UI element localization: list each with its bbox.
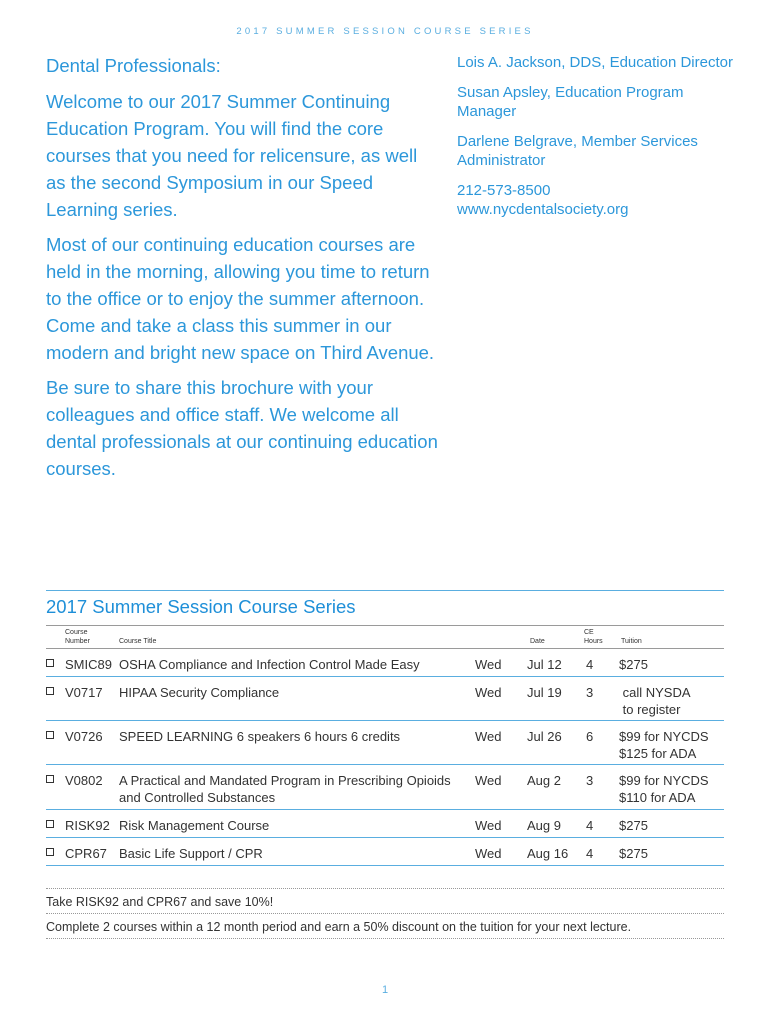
table-row (46, 721, 724, 765)
header-course-number: Number (65, 638, 90, 645)
course-day: Wed (475, 773, 502, 788)
course-day: Wed (475, 685, 502, 700)
tuition-line: call NYSDA (619, 685, 691, 700)
discount-note: Take RISK92 and CPR67 and save 10%! (46, 888, 724, 913)
intro-paragraph: Most of our continuing education courses are held in the morning, allowing you time to return to the office or to enjoy the summer afternoon. Come and take a class this summer in our modern and bright new space on Third Avenue. (46, 234, 435, 363)
header-tuition: Tuition (621, 638, 642, 645)
course-ce-hours: 3 (586, 773, 594, 788)
select-checkbox[interactable] (46, 659, 54, 667)
course-tuition (619, 684, 691, 718)
tuition-line: $125 for ADA (619, 746, 697, 761)
table-header (46, 626, 724, 649)
course-day: Wed (475, 818, 502, 833)
tuition-line: $110 for ADA (619, 790, 696, 805)
course-tuition: $275 (619, 846, 648, 861)
table-row (46, 677, 724, 721)
course-ce-hours: 3 (586, 685, 594, 700)
header-date: Date (530, 638, 545, 645)
course-date: Aug 16 (527, 846, 569, 861)
course-title: HIPAA Security Compliance (119, 685, 280, 700)
course-title: SPEED LEARNING 6 speakers 6 hours 6 credits (119, 729, 401, 744)
course-ce-hours: 4 (586, 657, 594, 672)
course-title: OSHA Compliance and Infection Control Made Easy (119, 657, 420, 672)
select-checkbox[interactable] (46, 848, 54, 856)
staff-contacts (457, 53, 737, 230)
header-ce-hours: CE (584, 629, 594, 636)
header-course-title: Course Title (119, 638, 157, 645)
course-tuition: $275 (619, 657, 648, 672)
select-checkbox[interactable] (46, 820, 54, 828)
select-checkbox[interactable] (46, 731, 54, 739)
welcome-letter (46, 52, 441, 490)
discount-note: Complete 2 courses within a 12 month period and earn a 50% discount on the tuition for your next lecture. (46, 913, 724, 939)
table-row (46, 765, 724, 810)
course-ce-hours: 4 (586, 846, 594, 861)
course-number: RISK92 (65, 818, 110, 833)
course-tuition (619, 728, 709, 762)
phone-number: 212-573-8500 (457, 181, 551, 199)
course-number: V0726 (65, 729, 103, 744)
course-day: Wed (475, 729, 502, 744)
select-checkbox[interactable] (46, 687, 54, 695)
course-title: Risk Management Course (119, 818, 270, 833)
select-checkbox[interactable] (46, 775, 54, 783)
course-title: Basic Life Support / CPR (119, 846, 263, 861)
course-date: Jul 12 (527, 657, 562, 672)
contact-person: Lois A. Jackson, DDS, Education Director (457, 54, 733, 71)
section-kicker: 2017 SUMMER SESSION COURSE SERIES (236, 26, 534, 37)
header-ce-hours: Hours (584, 638, 603, 645)
course-date: Aug 9 (527, 818, 561, 833)
course-number: V0717 (65, 685, 103, 700)
tuition-line: $99 for NYCDS (619, 729, 709, 744)
course-number: CPR67 (65, 846, 107, 861)
table-row (46, 838, 724, 866)
contact-person: Darlene Belgrave, Member Services Administrator (457, 132, 698, 169)
course-ce-hours: 6 (586, 729, 594, 744)
greeting: Dental Professionals: (46, 55, 221, 76)
course-date: Aug 2 (527, 773, 561, 788)
course-number: SMIC89 (65, 657, 112, 672)
course-ce-hours: 4 (586, 818, 594, 833)
course-table (46, 625, 724, 866)
discount-notes (46, 888, 724, 939)
course-date: Jul 19 (527, 685, 562, 700)
tuition-line: to register (619, 702, 681, 717)
website-link[interactable]: www.nycdentalsociety.org (457, 201, 629, 218)
table-row (46, 649, 724, 677)
intro-paragraph: Welcome to our 2017 Summer Continuing Education Program. You will find the core courses that you need for relicensure, as well as the second Symposium in our Speed Learning series. (46, 91, 418, 220)
schedule-title: 2017 Summer Session Course Series (46, 590, 724, 618)
course-tuition (619, 772, 709, 806)
table-row (46, 810, 724, 838)
course-day: Wed (475, 846, 502, 861)
tuition-line: $99 for NYCDS (619, 773, 709, 788)
contact-person: Susan Apsley, Education Program Manager (457, 83, 684, 120)
course-tuition: $275 (619, 818, 648, 833)
header-course-number: Course (65, 629, 88, 636)
course-title: A Practical and Mandated Program in Prescribing Opioids and Controlled Substances (119, 773, 451, 805)
intro-paragraph: Be sure to share this brochure with your colleagues and office staff. We welcome all dental professionals at our continuing education courses. (46, 377, 438, 479)
course-number: V0802 (65, 773, 103, 788)
course-day: Wed (475, 657, 502, 672)
course-date: Jul 26 (527, 729, 562, 744)
page-number: 1 (381, 984, 389, 996)
